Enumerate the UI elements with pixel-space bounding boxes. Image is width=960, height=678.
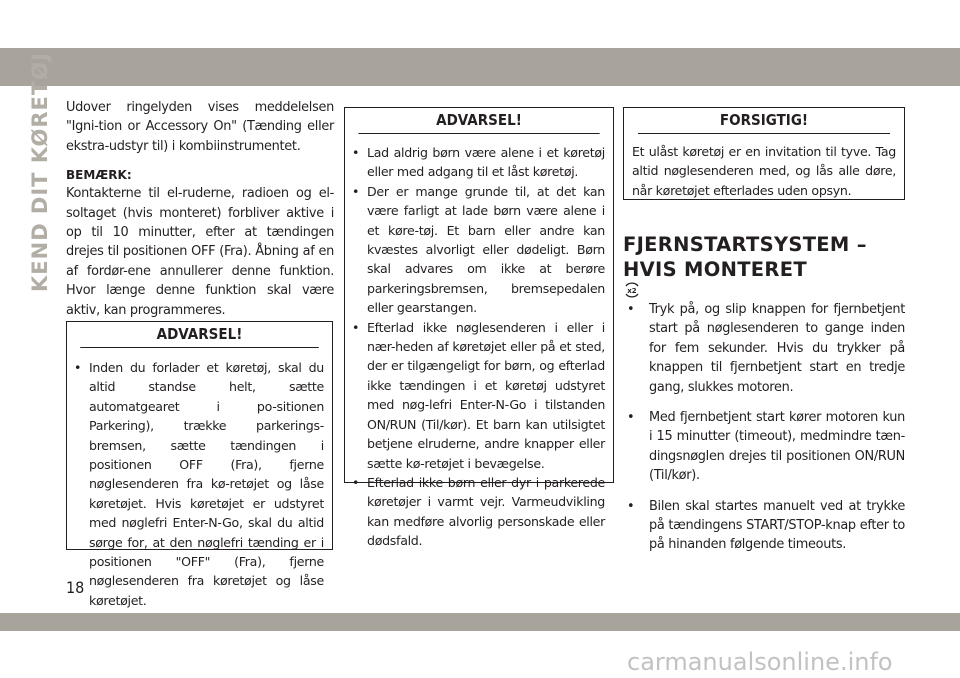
warning-box-1-title: ADVARSEL! [80,322,319,348]
intro-paragraph: Udover ringelyden vises meddelelsen "Igni-tion or Accessory On" (Tænding eller ekstra-udstyr til) i kombiinstrumentet. [66,100,334,154]
remote-icon-label: x2 [627,287,637,295]
caution-box-text: Et ulåst køretøj er en invitation til tyve. Tag altid nøglesenderen med, og lås alle døre, når køretøjet efterlades uden opsyn. [632,144,896,198]
caution-box-title: FORSIGTIG! [638,108,890,134]
note-paragraph: Kontakterne til el-ruderne, radioen og el-soltaget (hvis monteret) forbliver aktive i op til 10 minutter, efter at tændingen drejes til positionen OFF (Fra). Åbning af en af fordør-ene annullerer denne funktion. Hvor længe denne funktion skal være aktiv, kan programmeres. [66,186,334,318]
remote-start-bullet-list [623,300,905,566]
warning-box-2-item: • Efterlad ikke børn eller dyr i parkerede køretøjer i varmt vejr. Varmeudvikling kan medføre alvorlig personskade eller dødsfald. [347,473,605,551]
list-item: • Bilen skal startes manuelt ved at trykke på tændingens START/STOP-knap efter to på hinanden følgende timeouts. [623,497,905,555]
list-item: • Med fjernbetjent start kører motoren kun i 15 minutter (timeout), medmindre tæn-dingsnøglen drejes til positionen ON/RUN (Til/kør). [623,408,905,486]
warning-box-2-item: • Lad aldrig børn være alene i et køretøj eller med adgang til et låst køretøj. [347,143,605,182]
caution-box [623,107,905,200]
remote-start-x2-icon [622,282,642,298]
warning-box-2-item: • Der er mange grunde til, at det kan være farligt at lade børn være alene i et køre-tøj. Et barn eller andre kan kvæstes alvorligt eller dødeligt. Børn skal advares om ikke at berøre parkeringsbremsen, bremsepedalen eller gearstangen. [347,182,605,318]
section-side-title: KEND DIT KØRETØJ [28,52,52,292]
section-heading: FJERNSTARTSYSTEM – HVIS MONTERET [623,233,867,281]
watermark: carmanualsonline.info [627,648,893,676]
warning-box-2 [344,107,614,549]
note-heading: BEMÆRK: [66,168,132,183]
warning-box-2-item: • Efterlad ikke nøglesenderen i eller i nær-heden af køretøjet eller på et sted, der er tilgængeligt for børn, og efterlad ikke tændingen i et køretøj udstyret med nøg-lefri Enter-N-Go i tilstanden ON/RUN (Til/kør). Et barn kan utilsigtet betjene elruderne, andre knapper eller sætte kø-retøjet i bevægelse. [347,318,605,473]
warning-box-2-title: ADVARSEL! [358,108,599,134]
list-item: • Tryk på, og slip knappen for fjernbetjent start på nøglesenderen to gange inden for fem sekunder. Hvis du trykker på knappen til fjernbetjent start en tredje gang, slukkes motoren. [623,300,905,397]
warning-box-1-item: • Inden du forlader et køretøj, skal du altid standse helt, sætte automatgearet i po-sitionen Parkering), trække parkerings-bremsen, sætte tændingen i positionen OFF (Fra), fjerne nøglesenderen fra kø-retøjet og låse køretøjet. Hvis køretøjet er udstyret med nøglefri Enter-N-Go, skal du altid sørge for, at den nøglefri tænding er i positionen "OFF" (Fra), fjerne nøglesenderen fra køretøjet og låse køretøjet. [69,358,324,610]
page-number: 18 [66,578,85,597]
footer-band [0,613,960,631]
column-left [66,98,334,320]
header-band [0,48,960,86]
